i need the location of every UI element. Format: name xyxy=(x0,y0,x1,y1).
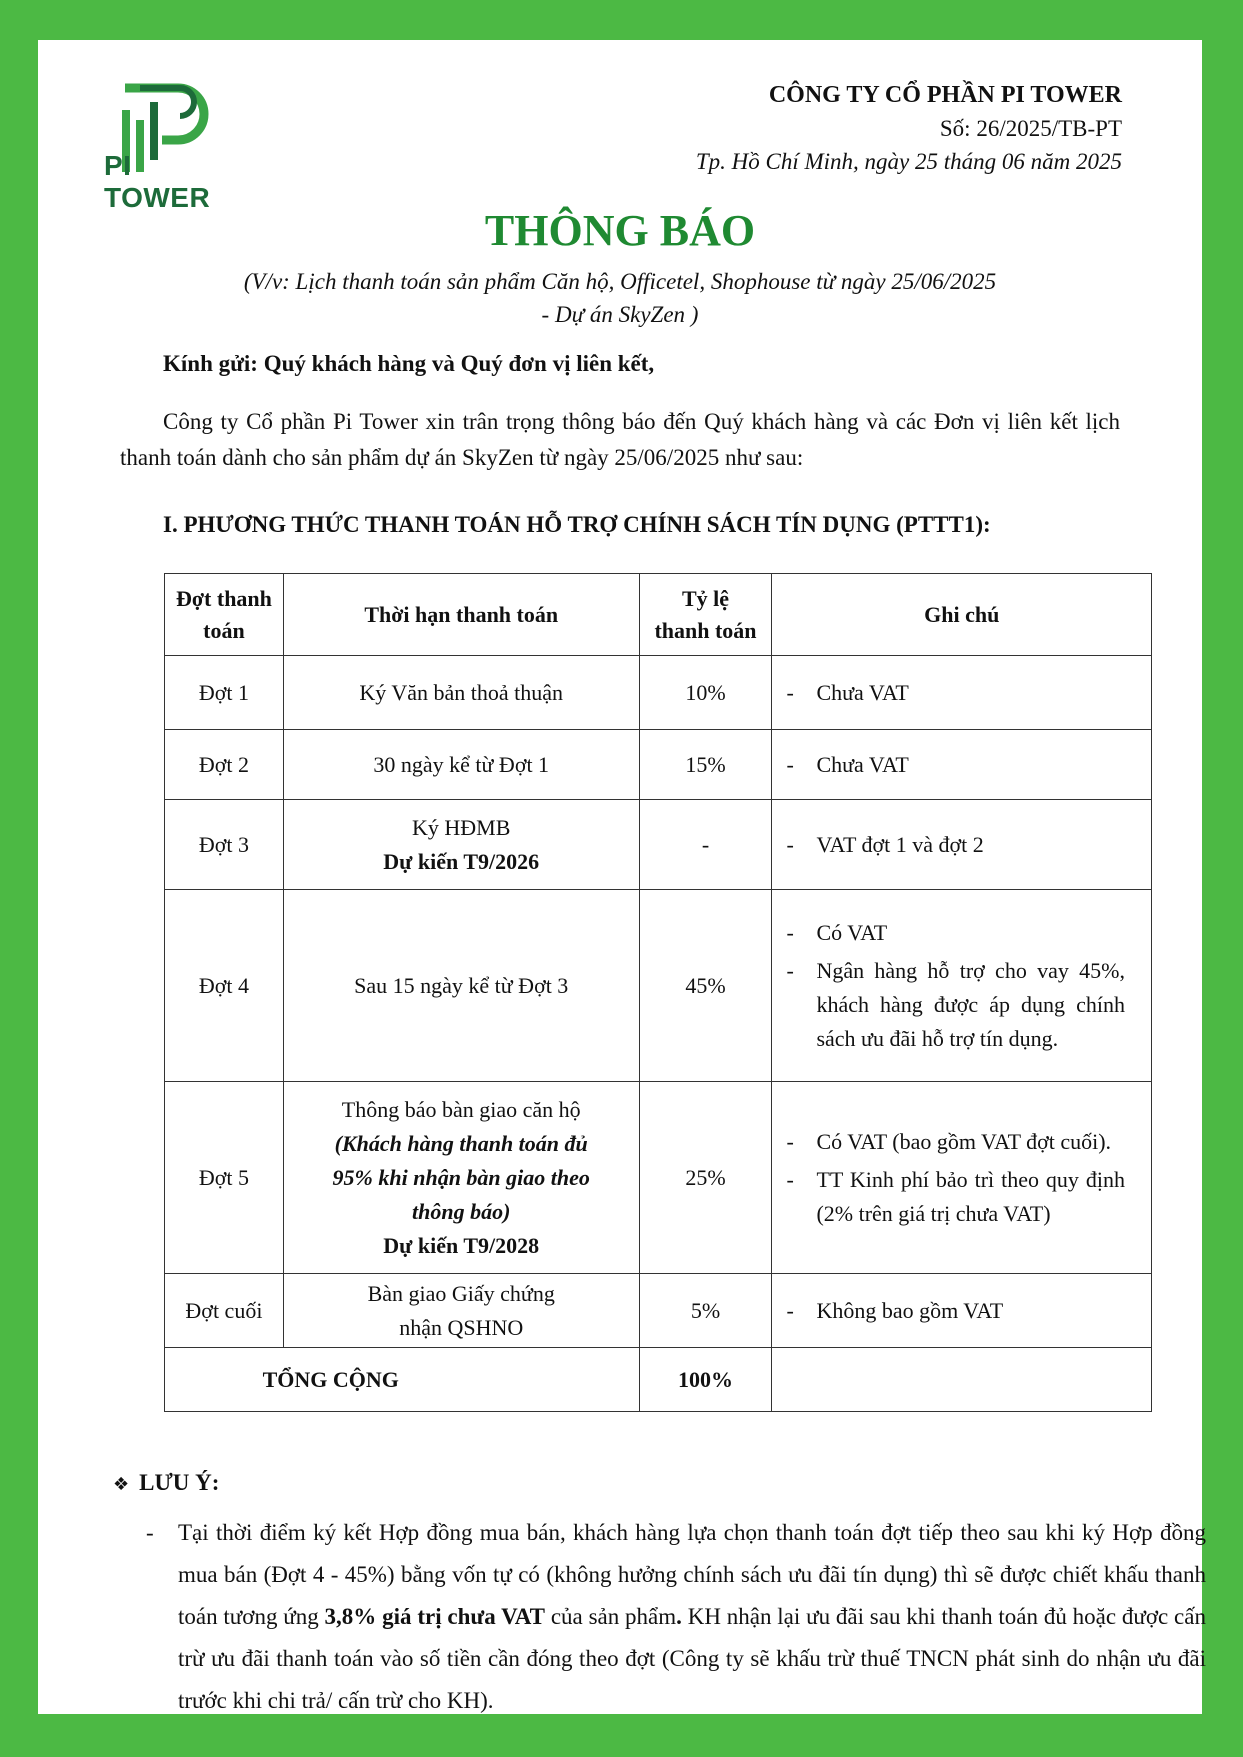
rate-cell: 5% xyxy=(639,1274,772,1348)
table-row xyxy=(165,656,1152,730)
total-label: TỔNG CỘNG xyxy=(165,1348,640,1412)
header-deadline: Thời hạn thanh toán xyxy=(283,574,639,656)
note-text: Chưa VAT xyxy=(816,679,909,705)
note-text: VAT đợt 1 và đợt 2 xyxy=(816,831,984,857)
note-item: - Chưa VAT xyxy=(786,676,1125,710)
diamond-bullet-icon: ❖ xyxy=(113,1474,130,1495)
logo-text: PI TOWER xyxy=(104,150,211,213)
note-text-bold-dot: . xyxy=(676,1604,682,1629)
note-text: Không bao gồm VAT xyxy=(816,1297,1004,1323)
document-page xyxy=(38,40,1206,1714)
header-notes: Ghi chú xyxy=(772,574,1152,656)
subtitle-line-1: (V/v: Lịch thanh toán sản phẩm Căn hộ, Officetel, Shophouse từ ngày 25/06/2025 xyxy=(243,269,997,294)
notes-cell xyxy=(772,656,1152,730)
header-installment-line2: toán xyxy=(203,617,245,643)
payment-schedule-table xyxy=(164,573,1152,1412)
company-name: CÔNG TY CỔ PHẦN PI TOWER xyxy=(768,82,1122,108)
header-installment xyxy=(165,574,284,656)
notes-cell xyxy=(772,1274,1152,1348)
rate-cell: 25% xyxy=(639,1082,772,1274)
note-item: - Chưa VAT xyxy=(786,748,1125,782)
deadline-cell: Bàn giao Giấy chứng nhận QSHNO xyxy=(283,1274,639,1348)
note-text: TT Kinh phí bảo trì theo quy định (2% trên giá trị chưa VAT) xyxy=(816,1166,1125,1226)
header-rate xyxy=(639,574,772,656)
total-notes-cell xyxy=(772,1348,1152,1412)
note-item: - Có VAT (bao gồm VAT đợt cuối). xyxy=(786,1125,1125,1159)
installment-cell: Đợt cuối xyxy=(165,1274,284,1348)
subtitle-line-2: - Dự án SkyZen ) xyxy=(541,302,699,327)
rate-cell: 10% xyxy=(639,656,772,730)
note-heading xyxy=(113,1470,219,1496)
rate-cell: 15% xyxy=(639,730,772,800)
greeting: Kính gửi: Quý khách hàng và Quý đơn vị liên kết, xyxy=(163,351,655,376)
installment-cell: Đợt 5 xyxy=(165,1082,284,1274)
document-date: Tp. Hồ Chí Minh, ngày 25 tháng 06 năm 2025 xyxy=(695,149,1122,174)
installment-cell: Đợt 2 xyxy=(165,730,284,800)
total-value: 100% xyxy=(639,1348,772,1412)
note-text: Ngân hàng hỗ trợ cho vay 45%, khách hàng được áp dụng chính sách ưu đãi hỗ trợ tín dụng. xyxy=(816,957,1125,1051)
deadline-text: Thông báo bàn giao căn hộ xyxy=(341,1096,581,1122)
notes-cell xyxy=(772,890,1152,1082)
note-item: - Có VAT xyxy=(786,916,1125,950)
note-item: - VAT đợt 1 và đợt 2 xyxy=(786,828,1125,862)
deadline-cell: Ký Văn bản thoả thuận xyxy=(283,656,639,730)
note-text: Có VAT (bao gồm VAT đợt cuối). xyxy=(816,1128,1112,1154)
header-installment-line1: Đợt thanh xyxy=(175,585,272,611)
note-item: - Không bao gồm VAT xyxy=(786,1294,1125,1328)
note-text: Chưa VAT xyxy=(816,751,909,777)
note-item: - Ngân hàng hỗ trợ cho vay 45%, khách hàng được áp dụng chính sách ưu đãi hỗ trợ tín dụng. xyxy=(786,954,1125,1056)
note-text-bold: 3,8% giá trị chưa VAT xyxy=(324,1604,546,1629)
page-title: THÔNG BÁO xyxy=(484,206,756,255)
header-rate-line1: Tỷ lệ xyxy=(681,585,730,611)
section-heading: I. PHƯƠNG THỨC THANH TOÁN HỖ TRỢ CHÍNH SÁCH TÍN DỤNG (PTTT1): xyxy=(163,512,991,537)
note-paragraph xyxy=(146,1512,1206,1722)
table-row xyxy=(165,730,1152,800)
installment-cell: Đợt 1 xyxy=(165,656,284,730)
table-row xyxy=(165,1274,1152,1348)
deadline-text: Ký HĐMB xyxy=(412,814,511,840)
header-rate-line2: thanh toán xyxy=(654,617,757,643)
deadline-cell: 30 ngày kể từ Đợt 1 xyxy=(283,730,639,800)
note-heading-text: LƯU Ý: xyxy=(139,1470,220,1495)
notes-cell xyxy=(772,1082,1152,1274)
deadline-cell xyxy=(283,1082,639,1274)
table-row xyxy=(165,1082,1152,1274)
note-text-before: Tại thời điểm ký kết Hợp đồng mua bán, khách hàng lựa chọn thanh toán đợt tiếp theo sau khi ký Hợp đồng mua bán (Đợt 4 - 45%) bằng vốn tự có (không hưởng chính sách ưu đãi tín dụng) thì sẽ được chiết khấu thanh toán tương ứng xyxy=(178,1520,1206,1629)
note-text: Có VAT xyxy=(816,919,888,945)
note-dash: - xyxy=(146,1520,154,1545)
rate-cell: - xyxy=(639,800,772,890)
deadline-expected: Dự kiến T9/2026 xyxy=(383,848,540,874)
notes-cell xyxy=(772,730,1152,800)
rate-cell: 45% xyxy=(639,890,772,1082)
note-text-middle: của sản phẩm xyxy=(545,1604,677,1629)
document-number: Số: 26/2025/TB-PT xyxy=(939,116,1122,141)
note-item: - TT Kinh phí bảo trì theo quy định (2% trên giá trị chưa VAT) xyxy=(786,1163,1125,1231)
note-text-after: KH nhận lại ưu đãi sau khi thanh toán đủ hoặc được cấn trừ ưu đãi thanh toán vào số tiền cần đóng theo đợt (Công ty sẽ khấu trừ thuế TNCN phát sinh do nhận ưu đãi trước khi chi trả/ cấn trừ cho KH). xyxy=(178,1604,1206,1713)
installment-cell: Đợt 4 xyxy=(165,890,284,1082)
intro-paragraph: Công ty Cổ phần Pi Tower xin trân trọng thông báo đến Quý khách hàng và các Đơn vị liên kết lịch thanh toán dành cho sản phẩm dự án SkyZen từ ngày 25/06/2025 như sau: xyxy=(120,409,1120,470)
table-header-row xyxy=(165,574,1152,656)
notes-cell xyxy=(772,800,1152,890)
deadline-cell: Sau 15 ngày kể từ Đợt 3 xyxy=(283,890,639,1082)
table-row xyxy=(165,800,1152,890)
deadline-cell xyxy=(283,800,639,890)
note-paragraph-text xyxy=(178,1512,1206,1722)
table-total-row xyxy=(165,1348,1152,1412)
table-row xyxy=(165,890,1152,1082)
deadline-expected: Dự kiến T9/2028 xyxy=(383,1232,540,1258)
deadline-condition: (Khách hàng thanh toán đủ 95% khi nhận bàn giao theo thông báo) xyxy=(332,1130,590,1224)
installment-cell: Đợt 3 xyxy=(165,800,284,890)
